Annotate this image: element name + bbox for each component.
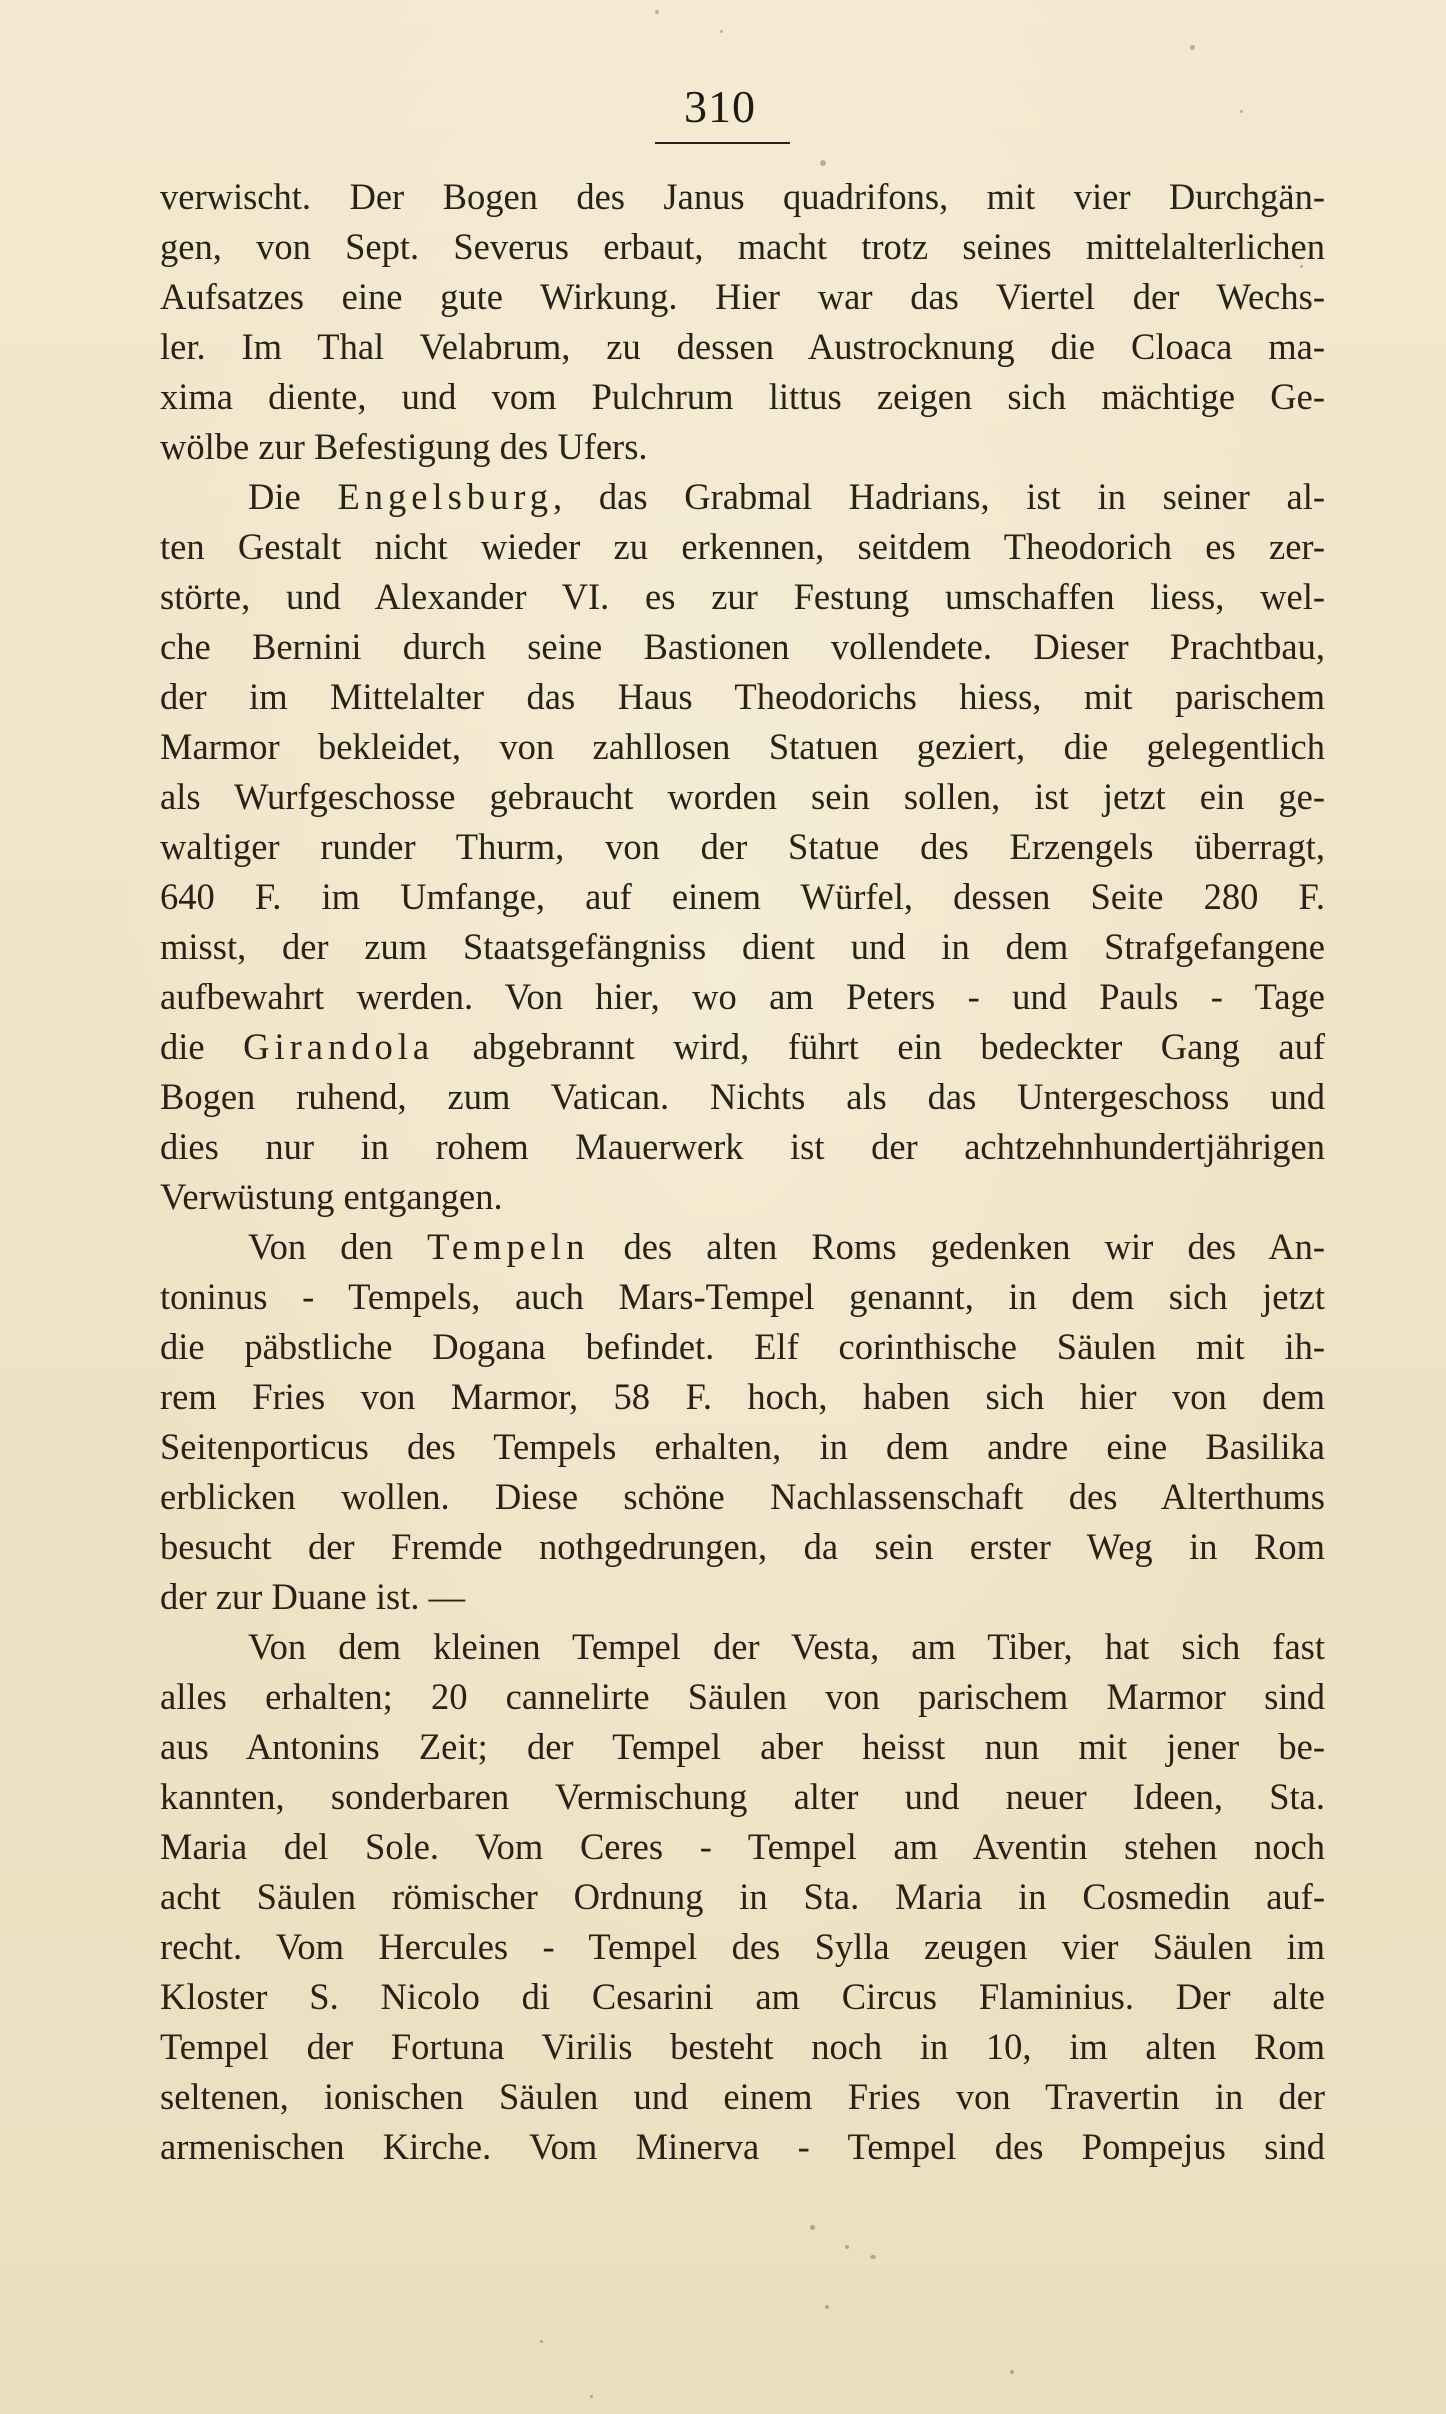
text-line: Verwüstung entgangen. [160, 1176, 503, 1217]
page-number-container [640, 80, 800, 133]
text-line: che Bernini durch seine Bastionen vollendete. Dieser Prachtbau, [160, 626, 1325, 667]
text-line: Maria del Sole. Vom Ceres - Tempel am Aventin stehen noch [160, 1826, 1325, 1867]
paper-speck [1010, 2370, 1014, 2374]
emphasized-term: Engelsburg [337, 476, 554, 517]
text-line: rem Fries von Marmor, 58 F. hoch, haben sich hier von dem [160, 1376, 1325, 1417]
text-line: acht Säulen römischer Ordnung in Sta. Maria in Cosmedin auf- [160, 1876, 1325, 1917]
text-line: waltiger runder Thurm, von der Statue des Erzengels überragt, [160, 826, 1325, 867]
text-line: ten Gestalt nicht wieder zu erkennen, seitdem Theodorich es zer- [160, 526, 1325, 567]
text-line: Marmor bekleidet, von zahllosen Statuen geziert, die gelegentlich [160, 726, 1325, 767]
text-line: erblicken wollen. Diese schöne Nachlassenschaft des Alterthums [160, 1476, 1325, 1517]
text-line: alles erhalten; 20 cannelirte Säulen von parischem Marmor sind [160, 1676, 1325, 1717]
text-line [160, 1022, 1325, 1072]
paper-speck [655, 10, 659, 14]
emphasized-term: Girandola [243, 1026, 435, 1067]
text-segment: abgebrannt wird, führt ein bedeckter Gang auf [434, 1026, 1325, 1067]
paper-speck [810, 2225, 815, 2230]
paper-speck [1300, 265, 1303, 268]
text-line: Von dem kleinen Tempel der Vesta, am Tiber, hat sich fast [248, 1626, 1325, 1667]
text-segment: die [160, 1026, 244, 1067]
text-line [160, 472, 1325, 522]
text-line: besucht der Fremde nothgedrungen, da sein erster Weg in Rom [160, 1526, 1325, 1567]
text-line: Aufsatzes eine gute Wirkung. Hier war das Viertel der Wechs- [160, 276, 1325, 317]
paper-speck [845, 2245, 849, 2249]
paper-speck [1190, 45, 1195, 50]
text-segment: , das Grabmal Hadrians, ist in seiner al- [553, 476, 1325, 517]
text-line: die päbstliche Dogana befindet. Elf corinthische Säulen mit ih- [160, 1326, 1325, 1367]
body-text [160, 172, 1325, 2172]
text-line: xima diente, und vom Pulchrum littus zeigen sich mächtige Ge- [160, 376, 1325, 417]
text-line: Bogen ruhend, zum Vatican. Nichts als das Untergeschoss und [160, 1076, 1325, 1117]
text-line: verwischt. Der Bogen des Janus quadrifons, mit vier Durchgän- [160, 176, 1325, 217]
text-segment: Die [248, 476, 338, 517]
paper-speck [590, 2395, 593, 2398]
text-line: gen, von Sept. Severus erbaut, macht trotz seines mittelalterlichen [160, 226, 1325, 267]
text-line [160, 1222, 1325, 1272]
text-line: störte, und Alexander VI. es zur Festung umschaffen liess, wel- [160, 576, 1325, 617]
paper-speck [540, 2340, 543, 2343]
paper-speck [720, 30, 723, 33]
text-segment: Von den [248, 1226, 428, 1267]
text-line: der zur Duane ist. — [160, 1576, 466, 1617]
paper-speck [825, 2305, 829, 2309]
text-line: armenischen Kirche. Vom Minerva - Tempel des Pompejus sind [160, 2126, 1325, 2167]
emphasized-term: Tempeln [427, 1226, 590, 1267]
text-line: ler. Im Thal Velabrum, zu dessen Austrocknung die Cloaca ma- [160, 326, 1325, 367]
text-line: dies nur in rohem Mauerwerk ist der achtzehnhundertjährigen [160, 1126, 1325, 1167]
paper-speck [820, 160, 826, 166]
text-line: aufbewahrt werden. Von hier, wo am Peters - und Pauls - Tage [160, 976, 1325, 1017]
page-number-rule [655, 142, 790, 144]
text-line: wölbe zur Befestigung des Ufers. [160, 426, 648, 467]
text-line: toninus - Tempels, auch Mars-Tempel genannt, in dem sich jetzt [160, 1276, 1325, 1317]
text-line: als Wurfgeschosse gebraucht worden sein sollen, ist jetzt ein ge- [160, 776, 1325, 817]
text-line: Tempel der Fortuna Virilis besteht noch in 10, im alten Rom [160, 2026, 1325, 2067]
text-line: misst, der zum Staatsgefängniss dient und in dem Strafgefangene [160, 926, 1325, 967]
text-line: Seitenporticus des Tempels erhalten, in dem andre eine Basilika [160, 1426, 1325, 1467]
text-line: der im Mittelalter das Haus Theodorichs hiess, mit parischem [160, 676, 1325, 717]
text-line: kannten, sonderbaren Vermischung alter und neuer Ideen, Sta. [160, 1776, 1325, 1817]
text-line: aus Antonins Zeit; der Tempel aber heisst nun mit jener be- [160, 1726, 1325, 1767]
text-line: recht. Vom Hercules - Tempel des Sylla zeugen vier Säulen im [160, 1926, 1325, 1967]
text-line: Kloster S. Nicolo di Cesarini am Circus Flaminius. Der alte [160, 1976, 1325, 2017]
page-number: 310 [684, 81, 756, 132]
text-line: seltenen, ionischen Säulen und einem Fries von Travertin in der [160, 2076, 1325, 2117]
text-segment: des alten Roms gedenken wir des An- [589, 1226, 1325, 1267]
paper-speck [870, 2255, 876, 2259]
paper-speck [1240, 110, 1243, 113]
text-line: 640 F. im Umfange, auf einem Würfel, dessen Seite 280 F. [160, 876, 1325, 917]
